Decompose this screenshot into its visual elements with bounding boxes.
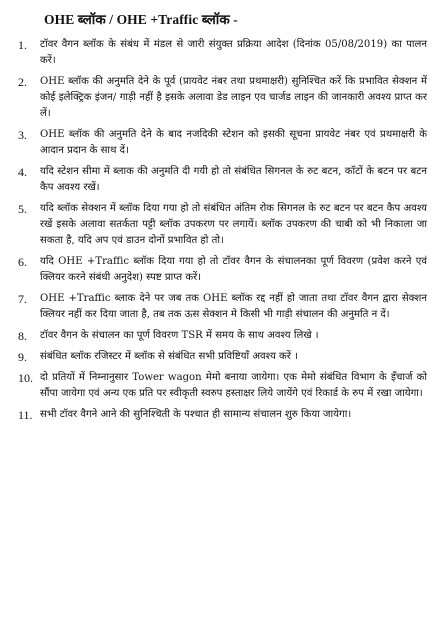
item-text: OHE ब्लॉक की अनुमति देने के बाद नजदिकी स्टेशन को इसकी सूचना प्रायवेट नंबर एवं प्रथमाक्षरी के आदान प्रदान के साथ दें।	[40, 129, 427, 156]
list-item	[18, 254, 427, 286]
item-number: 8.	[18, 329, 27, 343]
list-item	[18, 407, 427, 423]
item-number: 11.	[18, 408, 33, 422]
list-item	[18, 127, 427, 159]
item-text: टॉवर वैगन ब्लॉक के संबंध में मंडल से जारी संयुक्त प्रक्रिया आदेश (दिनांक 05/08/2019) का पालन करें।	[40, 39, 427, 66]
item-text: OHE +Traffic ब्लाक देने पर जब तक OHE ब्लॉक रद्द नहीं हो जाता तथा टॉवर वैगन द्वारा सेक्शन क्लियर नहीं कर दिया जाता है, तब तक ऊस सेक्शन मे किसी भी गाड़ी संचालन की अनुमति न दें।	[40, 293, 427, 320]
list-item	[18, 291, 427, 323]
item-number: 4.	[18, 165, 27, 179]
item-number: 3.	[18, 128, 27, 142]
item-text: टॉवर वैगन के संचालन का पूर्ण विवरण TSR में समय के साथ अवश्य लिखे ।	[40, 330, 319, 341]
document-title: OHE ब्लॉक / OHE +Traffic ब्लॉक -	[44, 12, 238, 27]
item-text: OHE ब्लॉक की अनुमति देने के पूर्व (प्रायवेट नंबर तथा प्रथमाक्षरी) सुनिश्चित करें कि प्रभावित सेक्शन में कोई इलेक्ट्रिक इंजन/ गाड़ी नहीं है इसके अलावा डेड लाइन एव चार्जड लाइन की जानकारी अवश्य प्राप्त कर लें।	[40, 76, 427, 119]
item-text: दो प्रतियों में निम्नानुसार Tower wagon मेमो बनाया जायेगा। एक मेमो संबंधित विभाग के इँचार्ज को सौंपा जायेगा एवं अन्य एक प्रति पर स्वीकृती स्वरुप हस्ताक्षर लिये जायेंगे एवं रिकार्ड के रुप में रखा जायेगा।	[40, 372, 427, 399]
item-number: 9.	[18, 350, 27, 364]
list-item	[18, 37, 427, 69]
item-number: 2.	[18, 75, 27, 89]
list-item	[18, 370, 427, 402]
list-item	[18, 349, 427, 365]
item-number: 10.	[18, 371, 33, 385]
list-item	[18, 164, 427, 196]
item-text: यदि ब्लॉक सेक्शन में ब्लॉक दिया गया हो तो संबंधित अंतिम रोक सिगनल के रुट बटन पर बटन कैप अवश्य रखें इसके अलावा सतर्कता पट्टी ब्लॉक उपकरण पर लगायें। ब्लॉक उपकरण की चाबी को भी निकाला जा सकता है, यदि अप एवं डाउन दोनों प्रभावित हो तो।	[40, 203, 427, 246]
list-item	[18, 201, 427, 249]
list-item	[18, 328, 427, 344]
item-text: यदि स्टेशन सीमा में ब्लाक की अनुमति दी गयी हो तो संबंधित सिगनल के रुट बटन, कॉटों के बटन पर बटन कैप अवश्य रखें।	[40, 166, 427, 193]
item-text: सभी टॉवर वैगने आने की सुनिश्चिती के पश्चात ही सामान्य संचालन शुरु किया जायेगा।	[40, 409, 352, 420]
item-number: 7.	[18, 292, 27, 306]
item-text: संबंधित ब्लॉक रजिस्टर में ब्लॉक से संबंधित सभी प्रविष्टियाँ अवश्य करें ।	[40, 351, 298, 362]
item-number: 5.	[18, 202, 27, 216]
item-number: 1.	[18, 38, 27, 52]
instruction-list	[18, 37, 427, 423]
item-number: 6.	[18, 255, 27, 269]
item-text: यदि OHE +Traffic ब्लॉक दिया गया हो तो टॉवर वैगन के संचालनका पूर्ण विवरण (प्रवेश करने एवं क्लियर करने संबंधी अनुदेश) स्पष्ट प्राप्त करें।	[40, 256, 427, 283]
list-item	[18, 74, 427, 122]
